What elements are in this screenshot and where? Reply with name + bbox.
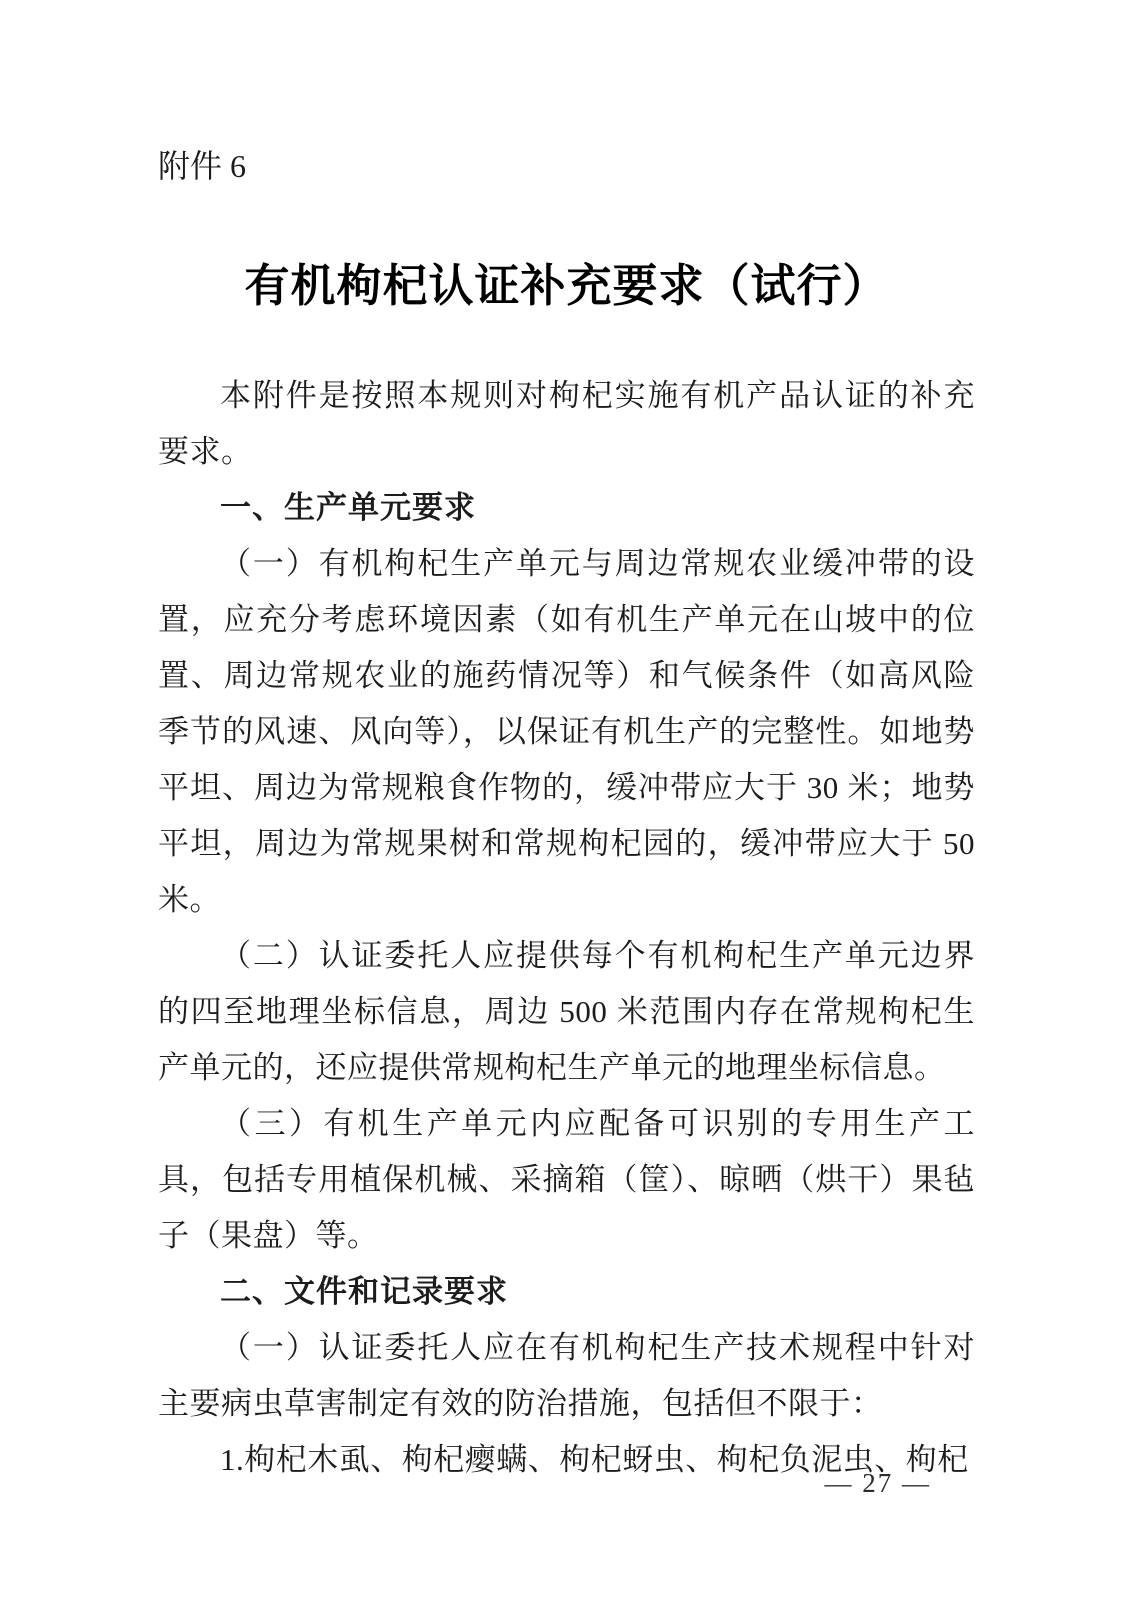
paragraph: （一）认证委托人应在有机枸杞生产技术规程中针对主要病虫草害制定有效的防治措施，包括但不限于： bbox=[158, 1329, 975, 1421]
paragraph: 本附件是按照本规则对枸杞实施有机产品认证的补充要求。 bbox=[158, 377, 975, 469]
section-heading: 一、生产单元要求 bbox=[220, 489, 476, 525]
attachment-label: 附件 6 bbox=[158, 148, 247, 184]
page-number: — 27 — bbox=[824, 1468, 931, 1498]
paragraph: （三）有机生产单元内应配备可识别的专用生产工具，包括专用植保机械、采摘箱（筐）、晾晒（烘干）果毡子（果盘）等。 bbox=[158, 1105, 975, 1253]
paragraph: （一）有机枸杞生产单元与周边常规农业缓冲带的设置，应充分考虑环境因素（如有机生产单元在山坡中的位置、周边常规农业的施药情况等）和气候条件（如高风险季节的风速、风向等），以保证有机生产的完整性。如地势平坦、周边为常规粮食作物的，缓冲带应大于 30 米；地势平坦，周边为常规果树和常规枸杞园的，缓冲带应大于 50 米。 bbox=[158, 545, 975, 917]
section-heading: 二、文件和记录要求 bbox=[220, 1273, 508, 1309]
document-title: 有机枸杞认证补充要求（试行） bbox=[244, 260, 889, 311]
paragraph: （二）认证委托人应提供每个有机枸杞生产单元边界的四至地理坐标信息，周边 500 米范围内存在常规枸杞生产单元的，还应提供常规枸杞生产单元的地理坐标信息。 bbox=[158, 937, 975, 1085]
paragraph: 1.枸杞木虱、枸杞瘿螨、枸杞蚜虫、枸杞负泥虫、枸杞 bbox=[220, 1441, 969, 1477]
document-body bbox=[158, 368, 975, 1488]
